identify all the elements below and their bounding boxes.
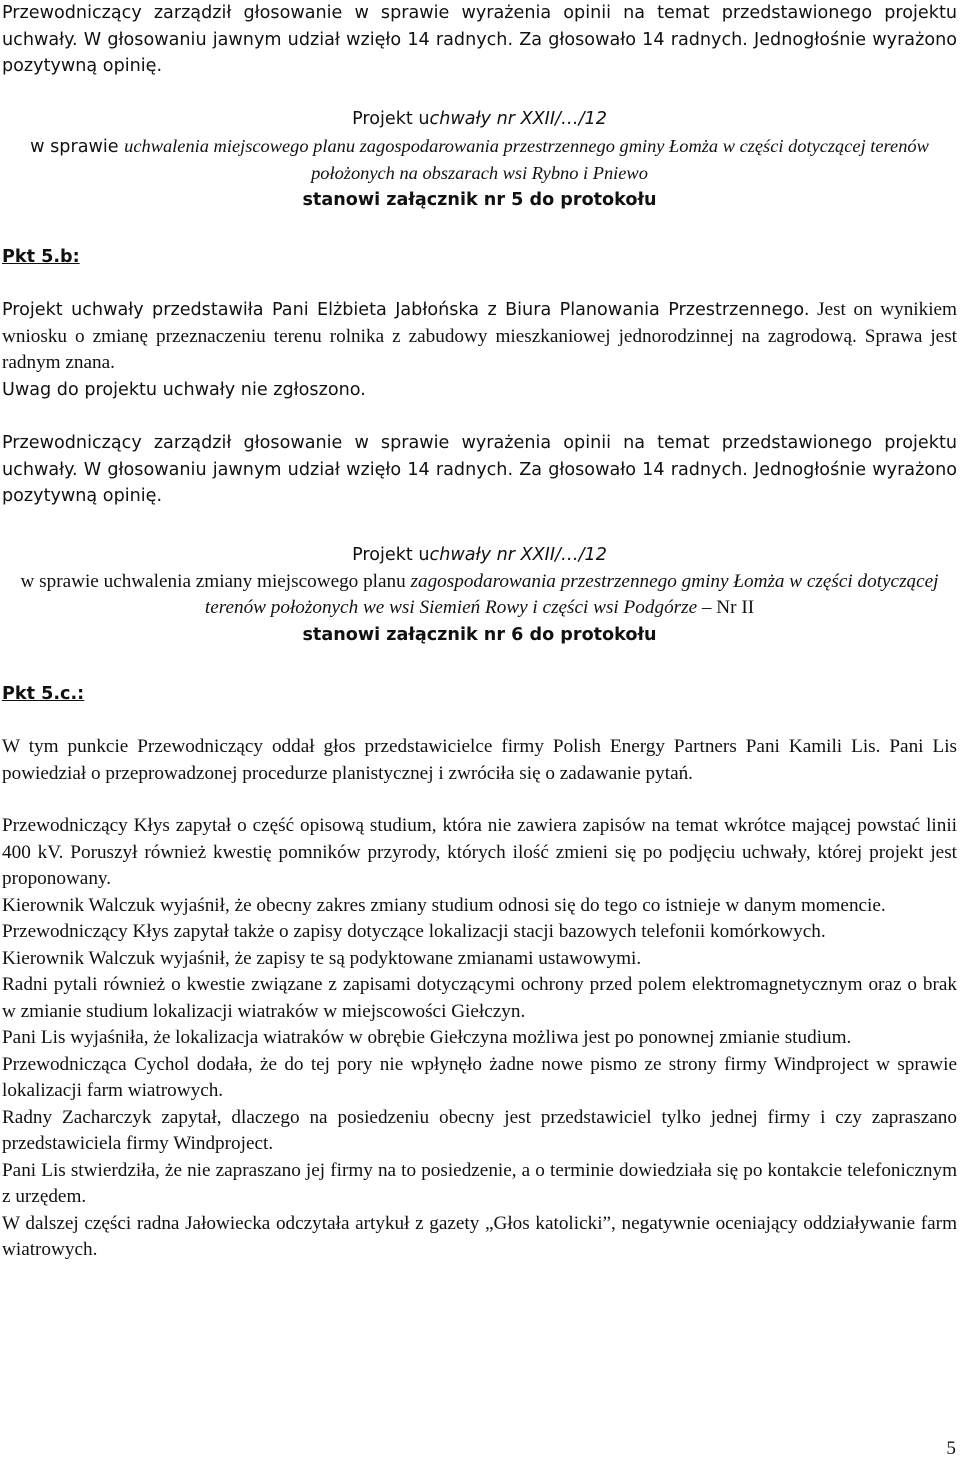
pkt-5c-heading: Pkt 5.c.: bbox=[2, 684, 85, 704]
paragraph-5c-1: W tym punkcie Przewodniczący oddał głos przedstawicielce firmy Polish Energy Partners Pani Kamili Lis. Pani Lis powiedział o przeprowadzonej procedurze planistycznej i zwróciła się o zadawanie pytań. bbox=[2, 736, 957, 784]
paragraph-5c-9: Radny Zacharczyk zapytał, dlaczego na posiedzeniu obecny jest przedstawiciel tylko jednej firmy i czy zapraszano przedstawiciela firmy Windproject. bbox=[2, 1106, 957, 1154]
paragraph-5b-1: Projekt uchwały przedstawiła Pani Elżbieta Jabłońska z Biura Planowania Przestrzennego. Jest on wynikiem wniosku o zmianę przeznaczeniu terenu rolnika z zabudowy mieszkaniowej jednorodzinnej na zagrodową. Sprawa jest radnym znana. bbox=[2, 299, 957, 373]
attachment-note-2: stanowi załącznik nr 6 do protokołu bbox=[302, 624, 657, 645]
resolution-header-1 bbox=[2, 106, 957, 213]
paragraph-5c-10: Pani Lis stwierdziła, że nie zapraszano jej firmy na to posiedzenie, a o terminie dowiedziała się po kontakcie telefonicznym z urzędem. bbox=[2, 1159, 957, 1207]
section-5b bbox=[2, 297, 957, 510]
section-5c bbox=[2, 734, 957, 1264]
pkt-5b-heading: Pkt 5.b: bbox=[2, 247, 80, 267]
resolution-title-1: Projekt uchwały nr XXII/…/12 bbox=[352, 109, 607, 129]
paragraph-5b-2: Uwag do projektu uchwały nie zgłoszono. bbox=[2, 379, 366, 400]
resolution-title-2: Projekt uchwały nr XXII/…/12 bbox=[352, 545, 607, 565]
page-number: 5 bbox=[946, 1438, 956, 1459]
paragraph-5c-5: Kierownik Walczuk wyjaśnił, że zapisy te są podyktowane zmianami ustawowymi. bbox=[2, 947, 642, 969]
paragraph-vote-top: Przewodniczący zarządził głosowanie w sprawie wyrażenia opinii na temat przedstawionego projektu uchwały. W głosowaniu jawnym udział wzięło 14 radnych. Za głosowało 14 radnych. Jednogłośnie wyrażono pozytywną opinię. bbox=[2, 3, 957, 76]
attachment-note-1: stanowi załącznik nr 5 do protokołu bbox=[302, 189, 657, 210]
paragraph-5b-vote: Przewodniczący zarządził głosowanie w sprawie wyrażenia opinii na temat przedstawionego projektu uchwały. W głosowaniu jawnym udział wzięło 14 radnych. Za głosowało 14 radnych. Jednogłośnie wyrażono pozytywną opinię. bbox=[2, 433, 957, 506]
paragraph-5c-7: Pani Lis wyjaśniła, że lokalizacja wiatraków w obrębie Giełczyna możliwa jest po ponownej zmianie studium. bbox=[2, 1027, 852, 1048]
resolution-subject-2: w sprawie uchwalenia zmiany miejscowego planu zagospodarowania przestrzennego gminy Łomża w części dotyczącej terenów położonych we wsi Siemień Rowy i części wsi Podgórze – Nr II bbox=[20, 570, 939, 618]
paragraph-5c-4: Przewodniczący Kłys zapytał także o zapisy dotyczące lokalizacji stacji bazowych telefonii komórkowych. bbox=[2, 921, 826, 942]
resolution-header-2 bbox=[2, 542, 957, 648]
paragraph-5c-2: Przewodniczący Kłys zapytał o część opisową studium, która nie zawiera zapisów na temat wkrótce mającej powstać linii 400 kV. Poruszył również kwestię pomników przyrody, których ilość zmieni się po podjęciu uchwały, której projekt jest proponowany. bbox=[2, 815, 957, 889]
resolution-subject-1: w sprawie uchwalenia miejscowego planu zagospodarowania przestrzennego gminy Łomża w części dotyczącej terenów położonych na obszarach wsi Rybno i Pniewo bbox=[30, 135, 929, 183]
paragraph-5c-3: Kierownik Walczuk wyjaśnił, że obecny zakres zmiany studium odnosi się do tego co istnieje w danym momencie. bbox=[2, 894, 886, 916]
paragraph-5c-11: W dalszej części radna Jałowiecka odczytała artykuł z gazety „Głos katolicki”, negatywnie oceniający oddziaływanie farm wiatrowych. bbox=[2, 1212, 957, 1260]
paragraph-5c-8: Przewodnicząca Cychol dodała, że do tej pory nie wpłynęło żadne nowe pismo ze strony firmy Windproject w sprawie lokalizacji farm wiatrowych. bbox=[2, 1053, 957, 1101]
paragraph-5c-6: Radni pytali również o kwestie związane z zapisami dotyczącymi ochrony przed polem elektromagnetycznym oraz o brak w zmianie studium lokalizacji wiatraków w miejscowości Giełczyn. bbox=[2, 974, 957, 1022]
